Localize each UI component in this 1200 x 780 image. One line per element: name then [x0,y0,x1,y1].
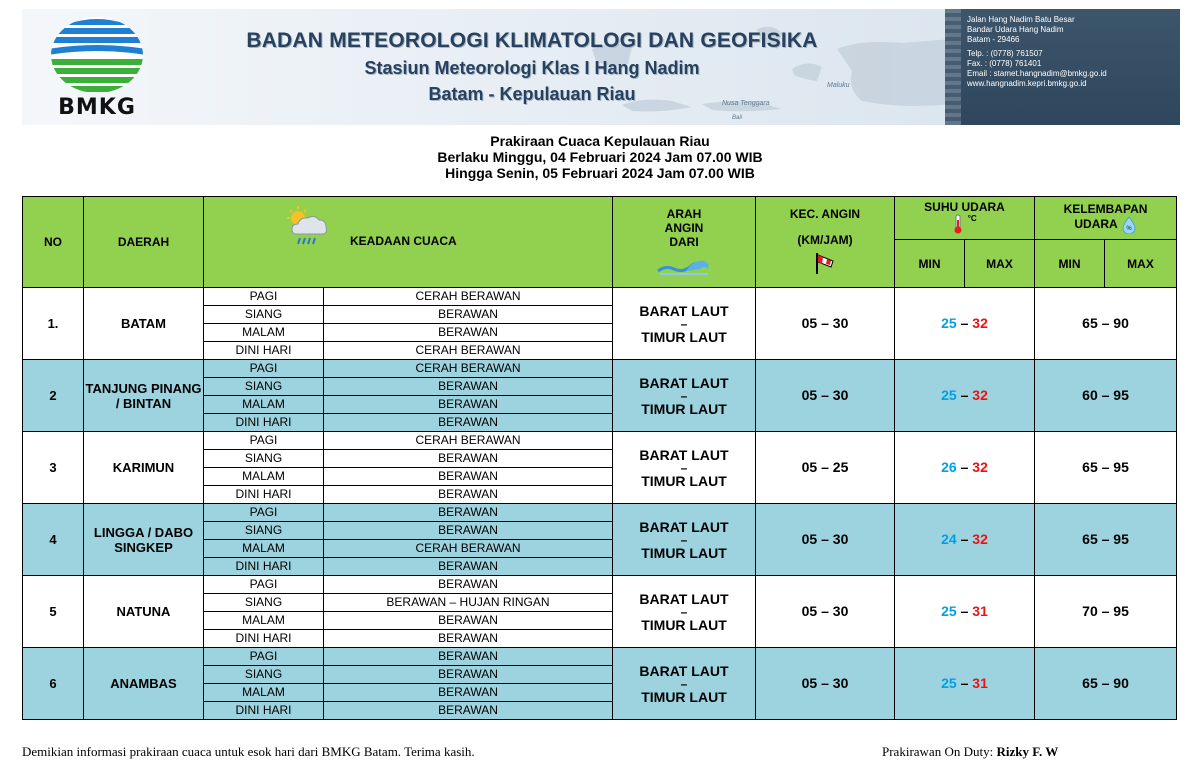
thermometer-icon [952,214,964,234]
windsock-icon [814,251,836,275]
temp-max: 32 [972,531,988,547]
weather-cell: CERAH BERAWAN [324,432,613,450]
period-cell: MALAM [204,468,324,486]
temp-separator: – [956,531,973,547]
bmkg-logo-icon [48,15,146,95]
wind-separator: – [680,388,688,403]
area-name: BATAM [84,288,204,360]
header-weather-label: KEADAAN CUACA [350,234,457,248]
period-cell: SIANG [204,306,324,324]
period-cell: SIANG [204,522,324,540]
temp-separator: – [956,675,973,691]
weather-cell: BERAWAN [324,576,613,594]
period-cell: MALAM [204,396,324,414]
wind-speed-cell: 05 – 30 [756,576,895,648]
header-wind-speed [756,197,895,288]
wind-from: BARAT LAUT [639,662,729,679]
header-banner [22,9,1180,125]
period-cell: SIANG [204,450,324,468]
temp-max: 32 [972,387,988,403]
station-location: Batam - Kepulauan Riau [428,84,636,104]
wind-from: BARAT LAUT [639,302,729,319]
header-weather [204,197,613,288]
footer-duty [882,744,1058,760]
wind-to: TIMUR LAUT [641,616,727,633]
contact-address3: Batam - 29466 [967,35,1020,44]
header-wind-speed-label: KEC. ANGIN [789,206,861,221]
wind-direction-cell [613,288,756,360]
humidity-cell: 65 – 95 [1035,504,1177,576]
period-cell: DINI HARI [204,342,324,360]
period-cell: PAGI [204,576,324,594]
row-number: 3 [23,432,84,504]
humidity-cell: 60 – 95 [1035,360,1177,432]
row-number: 5 [23,576,84,648]
forecast-table-body [23,288,1177,720]
period-cell: SIANG [204,378,324,396]
wind-from: BARAT LAUT [639,374,729,391]
contact-address1: Jalan Hang Nadim Batu Besar [967,15,1075,24]
temp-min: 25 [941,675,957,691]
period-cell: MALAM [204,684,324,702]
table-row [23,648,1177,666]
temperature-cell [895,648,1035,720]
weather-cell: BERAWAN [324,684,613,702]
weather-cell: BERAWAN [324,414,613,432]
weather-cell: BERAWAN [324,396,613,414]
weather-cell: BERAWAN [324,666,613,684]
temp-separator: – [956,387,973,403]
temp-max: 31 [972,603,988,619]
weather-cell: BERAWAN [324,702,613,720]
temp-min: 24 [941,531,957,547]
period-cell: MALAM [204,540,324,558]
weather-cell: BERAWAN [324,468,613,486]
wind-to: TIMUR LAUT [641,688,727,705]
period-cell: DINI HARI [204,414,324,432]
weather-cell: BERAWAN [324,378,613,396]
header-humidity [1035,197,1177,240]
temperature-cell [895,576,1035,648]
temp-min: 25 [941,315,957,331]
weather-cell: BERAWAN [324,648,613,666]
wind-speed-cell: 05 – 30 [756,648,895,720]
area-name: KARIMUN [84,432,204,504]
forecast-titles [300,133,900,181]
footer-note: Demikian informasi prakiraan cuaca untuk esok hari dari BMKG Batam. Terima kasih. [22,744,475,759]
forecast-valid-until: Hingga Senin, 05 Februari 2024 Jam 07.00 WIB [445,165,755,181]
logo-text: BMKG [58,95,136,120]
period-cell: SIANG [204,666,324,684]
row-number: 4 [23,504,84,576]
header-humidity-line2: UDARA [1074,217,1118,232]
humidity-cell: 65 – 90 [1035,648,1177,720]
wind-to: TIMUR LAUT [641,328,727,345]
forecast-valid-from: Berlaku Minggu, 04 Februari 2024 Jam 07.00 WIB [437,149,763,165]
table-row [23,288,1177,306]
wind-speed-cell: 05 – 30 [756,288,895,360]
wind-separator: – [680,604,688,619]
map-label-nusa-tenggara: Nusa Tenggara [722,100,770,107]
forecast-title: Prakiraan Cuaca Kepulauan Riau [490,133,710,149]
weather-cell: CERAH BERAWAN [324,342,613,360]
cloud-sun-rain-icon [282,204,334,248]
wind-from: BARAT LAUT [639,590,729,607]
header-wind-dir-line1: ARAH [666,206,702,221]
weather-cell: BERAWAN [324,486,613,504]
map-label-maluku: Maluku [827,82,850,89]
header-temp-min: MIN [895,240,965,288]
wind-speed-cell: 05 – 25 [756,432,895,504]
weather-cell: BERAWAN [324,630,613,648]
temp-max: 32 [972,315,988,331]
temperature-cell [895,504,1035,576]
wind-separator: – [680,532,688,547]
duty-name: Rizky F. W [996,744,1059,759]
period-cell: DINI HARI [204,630,324,648]
table-row [23,360,1177,378]
wind-direction-cell [613,504,756,576]
contact-info [967,15,1177,89]
header-wind-speed-unit: (KM/JAM) [797,232,853,247]
temperature-cell [895,360,1035,432]
wind-separator: – [680,676,688,691]
weather-cell: BERAWAN [324,612,613,630]
temp-min: 25 [941,603,957,619]
temp-separator: – [956,315,973,331]
period-cell: MALAM [204,612,324,630]
wind-to: TIMUR LAUT [641,472,727,489]
area-name: LINGGA / DABO SINGKEP [84,504,204,576]
period-cell: DINI HARI [204,486,324,504]
bmkg-logo [42,15,152,121]
row-number: 1. [23,288,84,360]
contact-fax: Fax. : (0778) 761401 [967,59,1042,68]
period-cell: PAGI [204,360,324,378]
header-temp-max: MAX [965,240,1035,288]
weather-cell: CERAH BERAWAN [324,360,613,378]
forecast-table [22,196,1177,720]
header-wind-direction [613,197,756,288]
weather-cell: BERAWAN [324,306,613,324]
wave-icon [656,255,712,275]
period-cell: MALAM [204,324,324,342]
header-humidity-line1: KELEMBAPAN [1063,202,1148,216]
header-temperature-label: SUHU UDARA [924,199,1005,214]
weather-cell: CERAH BERAWAN [324,540,613,558]
header-humidity-min: MIN [1035,240,1105,288]
wind-to: TIMUR LAUT [641,544,727,561]
area-name: TANJUNG PINANG / BINTAN [84,360,204,432]
temp-max: 31 [972,675,988,691]
contact-address2: Bandar Udara Hang Nadim [967,25,1064,34]
header-area: DAERAH [84,197,204,288]
temp-min: 26 [941,459,957,475]
contact-website: www.hangnadim.kepri.bmkg.go.id [967,79,1087,88]
period-cell: DINI HARI [204,558,324,576]
table-row [23,576,1177,594]
area-name: ANAMBAS [84,648,204,720]
weather-cell: BERAWAN [324,504,613,522]
wind-separator: – [680,460,688,475]
wind-to: TIMUR LAUT [641,400,727,417]
period-cell: PAGI [204,648,324,666]
period-cell: SIANG [204,594,324,612]
wind-speed-cell: 05 – 30 [756,504,895,576]
weather-cell: BERAWAN [324,450,613,468]
temp-separator: – [956,459,973,475]
weather-cell: BERAWAN [324,522,613,540]
wind-direction-cell [613,432,756,504]
period-cell: PAGI [204,432,324,450]
temp-max: 32 [972,459,988,475]
header-temperature-unit: °C [967,213,977,223]
humidity-cell: 65 – 95 [1035,432,1177,504]
contact-email: Email : stamet.hangnadim@bmkg.go.id [967,69,1107,78]
header-wind-dir-line3: DARI [669,234,699,249]
svg-text:%: % [1125,226,1132,232]
weather-cell: BERAWAN [324,324,613,342]
water-drop-icon [1121,216,1137,234]
contact-phone: Telp. : (0778) 761507 [967,49,1043,58]
wind-speed-cell: 05 – 30 [756,360,895,432]
weather-cell: BERAWAN – HUJAN RINGAN [324,594,613,612]
humidity-cell: 70 – 95 [1035,576,1177,648]
wind-from: BARAT LAUT [639,518,729,535]
station-name: Stasiun Meteorologi Klas I Hang Nadim [364,58,700,78]
weather-cell: CERAH BERAWAN [324,288,613,306]
temp-min: 25 [941,387,957,403]
period-cell: PAGI [204,504,324,522]
humidity-cell: 65 – 90 [1035,288,1177,360]
area-name: NATUNA [84,576,204,648]
period-cell: PAGI [204,288,324,306]
period-cell: DINI HARI [204,702,324,720]
header-no: NO [23,197,84,288]
org-title: BADAN METEOROLOGI KLIMATOLOGI DAN GEOFISIKA [246,29,818,52]
wind-from: BARAT LAUT [639,446,729,463]
temperature-cell [895,432,1035,504]
row-number: 6 [23,648,84,720]
wind-direction-cell [613,648,756,720]
wind-separator: – [680,316,688,331]
table-row [23,432,1177,450]
contact-panel [945,9,1180,125]
weather-cell: BERAWAN [324,558,613,576]
temperature-cell [895,288,1035,360]
header-humidity-max: MAX [1105,240,1177,288]
row-number: 2 [23,360,84,432]
wind-direction-cell [613,360,756,432]
header-wind-dir-line2: ANGIN [664,220,704,235]
wind-direction-cell [613,576,756,648]
duty-label: Prakirawan On Duty: [882,744,997,759]
map-label-bali: Bali [732,115,743,121]
header-temperature [895,197,1035,240]
temp-separator: – [956,603,973,619]
table-row [23,504,1177,522]
contact-panel-strip [945,9,961,125]
